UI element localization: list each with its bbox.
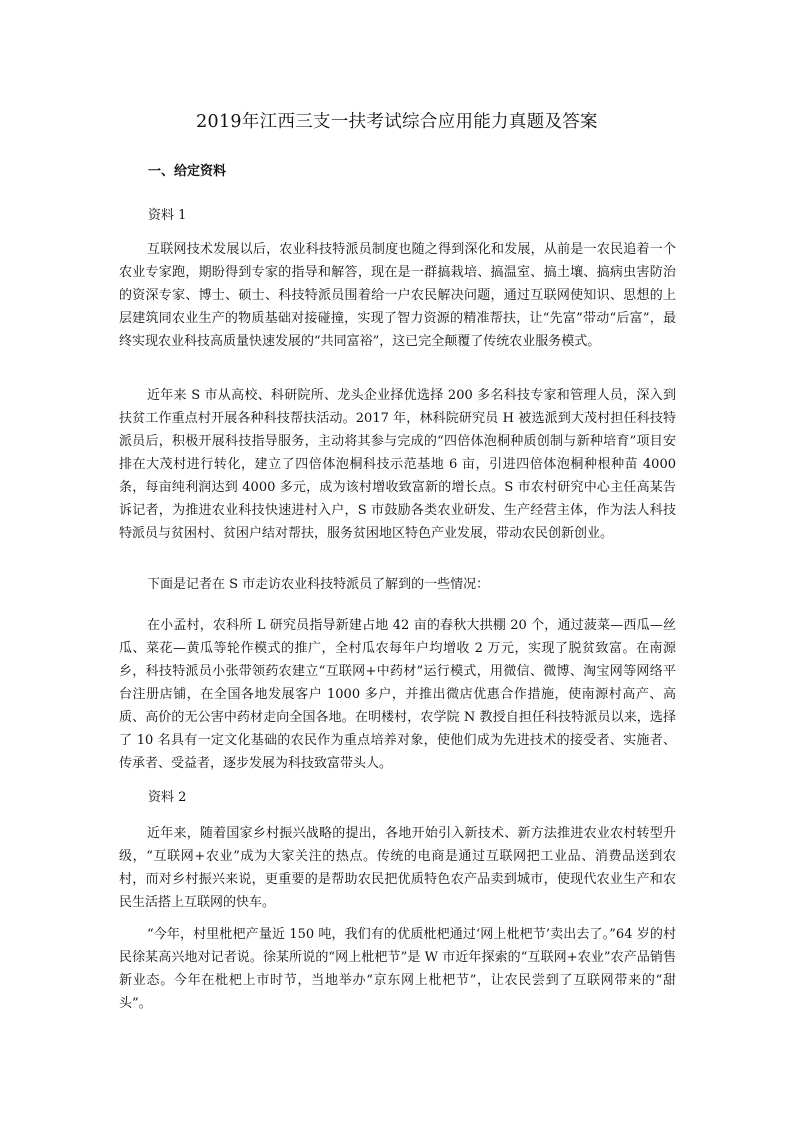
paragraph: 互联网技术发展以后，农业科技特派员制度也随之得到深化和发展，从前是一农民追着一个农业专家跑，期盼得到专家的指导和解答，现在是一群搞栽培、搞温室、搞土壤、搞病虫害防治的资深专家、博士、硕士、科技特派员围着给一户农民解决问题，通过互联网使知识、思想的上层建筑同农业生产的物质基础对接碰撞，实现了智力资源的精准帮扶，让“先富”带动“后富”，最终实现农业科技高质量快速发展的“共同富裕”，这已完全颠覆了传统农业服务模式。 — [119, 242, 676, 349]
material-2-label: 资料 2 — [148, 790, 187, 805]
section-heading: 一、给定资料 — [148, 164, 227, 179]
paragraph: “今年，村里枇杷产量近 150 吨，我们有的优质枇杷通过‘网上枇杷节’卖出去了。”64 岁的村民徐某高兴地对记者说。徐某所说的“网上枇杷节”是 W 市近年探索的“互联网+农业”农产品销售新业态。今年在枇杷上市时节，当地举办“京东网上枇杷节”，让农民尝到了互联网带来的“甜头”。 — [119, 927, 676, 1011]
paragraph: 近年来，随着国家乡村振兴战略的提出，各地开始引入新技术、新方法推进农业农村转型升级，“互联网+农业”成为大家关注的热点。传统的电商是通过互联网把工业品、消费品送到农村，而对乡村振兴来说，更重要的是帮助农民把优质特色农产品卖到城市，使现代农业生产和农民生活搭上互联网的快车。 — [119, 826, 676, 910]
material-1-label: 资料 1 — [148, 208, 187, 223]
paragraph: 在小孟村，农科所 L 研究员指导新建占地 42 亩的春秋大拱棚 20 个，通过菠菜—西瓜—丝瓜、菜花—黄瓜等轮作模式的推广，全村瓜农每年户均增收 2 万元，实现了脱贫致富。在南源乡，科技特派员小张带领药农建立“互联网+中药材”运行模式，用微信、微博、淘宝网等网络平台注册店铺，在全国各地发展客户 1000 多户，并推出微店优惠合作措施，使南源村高产、高质、高价的无公害中药材走向全国各地。在明楼村，农学院 N 教授自担任科技特派员以来，选择了 10 名具有一定文化基础的农民作为重点培养对象，使他们成为先进技术的接受者、实施者、传承者、受益者，逐步发展为科技致富带头人。 — [119, 618, 676, 771]
paragraph: 下面是记者在 S 市走访农业科技特派员了解到的一些情况： — [147, 577, 490, 592]
document-title: 2019年江西三支一扶考试综合应用能力真题及答案 — [196, 112, 598, 132]
paragraph: 近年来 S 市从高校、科研院所、龙头企业择优选择 200 多名科技专家和管理人员，深入到扶贫工作重点村开展各种科技帮扶活动。2017 年，林科院研究员 H 被选派到大茂村担任科技特派员后，积极开展科技指导服务，主动将其参与完成的“四倍体泡桐种质创制与新种培育”项目安排在大茂村进行转化，建立了四倍体泡桐科技示范基地 6 亩，引进四倍体泡桐种根种苗 4000 条，每亩纯利润达到 4000 多元，成为该村增收致富新的增长点。S 市农村研究中心主任高某告诉记者，为推进农业科技快速进村入户，S 市鼓励各类农业研发、生产经营主体，作为法人科技特派员与贫困村、贫困户结对帮扶，服务贫困地区特色产业发展，带动农民创新创业。 — [119, 388, 676, 541]
